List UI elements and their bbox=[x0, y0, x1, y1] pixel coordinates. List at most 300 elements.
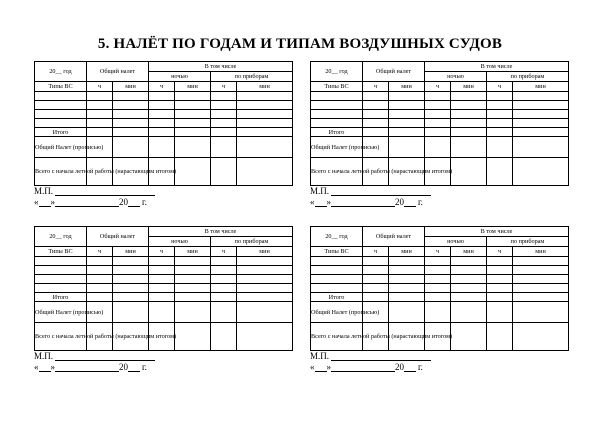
summary-label-cell bbox=[35, 158, 177, 186]
hours-label: ч bbox=[97, 248, 102, 255]
data-cell bbox=[389, 92, 425, 101]
month-blank bbox=[55, 363, 119, 372]
in-that-header-cell bbox=[425, 227, 569, 237]
minutes-label: мин bbox=[535, 83, 546, 90]
night-label: ночью bbox=[447, 73, 464, 80]
hours-label: ч bbox=[435, 83, 440, 90]
data-cell bbox=[113, 92, 149, 101]
data-cell bbox=[237, 302, 293, 323]
table-block-bottom-right bbox=[310, 226, 568, 351]
data-cell bbox=[175, 110, 211, 119]
year-suffix: г. bbox=[418, 362, 423, 372]
hours-header-cell bbox=[149, 82, 175, 92]
data-cell bbox=[363, 284, 389, 293]
instruments-label: по приборам bbox=[510, 238, 545, 245]
data-cell bbox=[35, 119, 87, 128]
hours-label: ч bbox=[435, 248, 440, 255]
data-cell bbox=[87, 257, 113, 266]
table-block-bottom-left bbox=[34, 226, 292, 351]
data-cell bbox=[389, 275, 425, 284]
night-header-cell bbox=[425, 237, 487, 247]
summary-row bbox=[311, 158, 569, 186]
instruments-header-cell bbox=[211, 237, 293, 247]
year-label: 20__ год bbox=[325, 68, 348, 75]
summary-row bbox=[35, 302, 293, 323]
data-cell bbox=[211, 158, 237, 186]
summary-row bbox=[35, 128, 293, 137]
month-blank bbox=[331, 363, 395, 372]
instruments-header-cell bbox=[211, 72, 293, 82]
data-cell bbox=[487, 266, 513, 275]
data-cell bbox=[113, 266, 149, 275]
table-row bbox=[311, 92, 569, 101]
data-cell bbox=[389, 119, 425, 128]
stamp-line bbox=[310, 186, 431, 196]
month-blank bbox=[55, 198, 119, 207]
night-header-cell bbox=[149, 72, 211, 82]
minutes-header-cell bbox=[113, 247, 149, 257]
data-cell bbox=[513, 101, 569, 110]
minutes-header-cell bbox=[389, 82, 425, 92]
data-cell bbox=[113, 128, 149, 137]
data-cell bbox=[451, 137, 487, 158]
data-cell bbox=[363, 119, 389, 128]
data-cell bbox=[487, 275, 513, 284]
data-cell bbox=[35, 101, 87, 110]
table-row bbox=[35, 119, 293, 128]
data-cell bbox=[487, 257, 513, 266]
summary-label: Общий Налет (прописью) bbox=[311, 308, 380, 316]
stamp-line bbox=[34, 186, 155, 196]
minutes-header-cell bbox=[113, 82, 149, 92]
hours-header-cell bbox=[363, 82, 389, 92]
day-blank bbox=[315, 363, 327, 372]
hours-label: ч bbox=[159, 248, 164, 255]
data-cell bbox=[35, 284, 87, 293]
year-label: 20__ год bbox=[49, 68, 72, 75]
signature-block-top-right bbox=[310, 186, 431, 207]
data-cell bbox=[389, 110, 425, 119]
data-cell bbox=[237, 293, 293, 302]
hours-header-cell bbox=[363, 247, 389, 257]
data-cell bbox=[113, 293, 149, 302]
summary-label: Итого bbox=[328, 128, 345, 136]
data-cell bbox=[211, 302, 237, 323]
total-flight-header-cell bbox=[87, 62, 149, 82]
minutes-header-cell bbox=[175, 247, 211, 257]
data-cell bbox=[363, 128, 389, 137]
summary-label-cell bbox=[35, 323, 177, 351]
open-quote: « bbox=[34, 197, 39, 207]
data-cell bbox=[389, 302, 425, 323]
summary-label: Всего с начала летной работы (нарастающим итогом) bbox=[311, 333, 453, 340]
data-cell bbox=[451, 257, 487, 266]
mp-label: М.П. bbox=[310, 186, 330, 196]
total-flight-label: Общий налет bbox=[375, 68, 412, 75]
data-cell bbox=[211, 119, 237, 128]
data-cell bbox=[513, 110, 569, 119]
year-label: 20__ год bbox=[49, 233, 72, 240]
data-cell bbox=[311, 284, 363, 293]
minutes-label: мин bbox=[463, 248, 474, 255]
in-that-label: В том числе bbox=[480, 63, 513, 70]
types-header-cell bbox=[311, 82, 363, 92]
data-cell bbox=[363, 266, 389, 275]
data-cell bbox=[237, 137, 293, 158]
in-that-header-cell bbox=[425, 62, 569, 72]
date-line bbox=[34, 197, 155, 207]
data-cell bbox=[487, 137, 513, 158]
data-cell bbox=[113, 257, 149, 266]
data-cell bbox=[35, 275, 87, 284]
data-cell bbox=[175, 302, 211, 323]
data-cell bbox=[175, 284, 211, 293]
table-row bbox=[311, 110, 569, 119]
signature-block-bottom-right bbox=[310, 351, 431, 372]
data-cell bbox=[175, 128, 211, 137]
types-label: Типы ВС bbox=[324, 248, 349, 255]
data-cell bbox=[487, 158, 513, 186]
year-header-cell bbox=[311, 62, 363, 82]
table-row bbox=[311, 119, 569, 128]
year-blank bbox=[404, 363, 416, 372]
total-flight-header-cell bbox=[87, 227, 149, 247]
data-cell bbox=[87, 128, 113, 137]
data-cell bbox=[311, 275, 363, 284]
summary-row bbox=[311, 323, 569, 351]
types-label: Типы ВС bbox=[48, 83, 73, 90]
summary-row bbox=[311, 293, 569, 302]
signature-line bbox=[55, 352, 155, 361]
summary-label-cell bbox=[311, 137, 380, 158]
date-line bbox=[34, 362, 155, 372]
data-cell bbox=[363, 293, 389, 302]
close-quote: » bbox=[326, 197, 331, 207]
table-block-top-left bbox=[34, 61, 292, 186]
data-cell bbox=[87, 293, 113, 302]
data-cell bbox=[175, 266, 211, 275]
data-cell bbox=[389, 257, 425, 266]
data-cell bbox=[363, 110, 389, 119]
mp-label: М.П. bbox=[34, 186, 54, 196]
data-cell bbox=[451, 266, 487, 275]
data-cell bbox=[513, 302, 569, 323]
summary-row bbox=[35, 137, 293, 158]
minutes-label: мин bbox=[259, 83, 270, 90]
hours-label: ч bbox=[373, 83, 378, 90]
data-cell bbox=[211, 293, 237, 302]
data-cell bbox=[311, 119, 363, 128]
data-cell bbox=[237, 323, 293, 351]
data-cell bbox=[35, 110, 87, 119]
data-cell bbox=[149, 302, 175, 323]
data-cell bbox=[211, 257, 237, 266]
data-cell bbox=[363, 275, 389, 284]
minutes-header-cell bbox=[237, 82, 293, 92]
data-cell bbox=[451, 119, 487, 128]
summary-label: Всего с начала летной работы (нарастающим итогом) bbox=[35, 333, 177, 340]
data-cell bbox=[487, 101, 513, 110]
data-cell bbox=[35, 92, 87, 101]
table-row bbox=[311, 257, 569, 266]
hours-header-cell bbox=[487, 82, 513, 92]
data-cell bbox=[237, 284, 293, 293]
summary-label: Общий Налет (прописью) bbox=[311, 143, 380, 151]
data-cell bbox=[237, 257, 293, 266]
table-row bbox=[311, 284, 569, 293]
data-cell bbox=[237, 119, 293, 128]
flight-hours-table bbox=[310, 61, 569, 186]
minutes-header-cell bbox=[451, 247, 487, 257]
flight-hours-table bbox=[34, 226, 293, 351]
data-cell bbox=[425, 275, 451, 284]
data-cell bbox=[149, 284, 175, 293]
summary-label: Общий Налет (прописью) bbox=[35, 143, 104, 151]
data-cell bbox=[149, 110, 175, 119]
data-cell bbox=[113, 119, 149, 128]
data-cell bbox=[175, 158, 211, 186]
night-label: ночью bbox=[171, 73, 188, 80]
data-cell bbox=[237, 110, 293, 119]
flight-hours-table bbox=[310, 226, 569, 351]
year-suffix: г. bbox=[142, 362, 147, 372]
data-cell bbox=[487, 302, 513, 323]
minutes-label: мин bbox=[187, 83, 198, 90]
in-that-header-cell bbox=[149, 62, 293, 72]
minutes-label: мин bbox=[187, 248, 198, 255]
month-blank bbox=[331, 198, 395, 207]
data-cell bbox=[451, 158, 487, 186]
summary-label-cell bbox=[35, 137, 104, 158]
data-cell bbox=[175, 119, 211, 128]
data-cell bbox=[175, 257, 211, 266]
data-cell bbox=[149, 257, 175, 266]
summary-row bbox=[311, 302, 569, 323]
data-cell bbox=[389, 101, 425, 110]
hours-header-cell bbox=[149, 247, 175, 257]
minutes-label: мин bbox=[401, 248, 412, 255]
summary-row bbox=[311, 128, 569, 137]
hours-label: ч bbox=[497, 83, 502, 90]
total-flight-label: Общий налет bbox=[99, 68, 136, 75]
total-flight-label: Общий налет bbox=[375, 233, 412, 240]
total-flight-header-cell bbox=[363, 62, 425, 82]
hours-label: ч bbox=[497, 248, 502, 255]
night-header-cell bbox=[425, 72, 487, 82]
hours-header-cell bbox=[425, 82, 451, 92]
data-cell bbox=[87, 110, 113, 119]
data-cell bbox=[451, 323, 487, 351]
minutes-header-cell bbox=[175, 82, 211, 92]
minutes-header-cell bbox=[237, 247, 293, 257]
summary-row bbox=[311, 137, 569, 158]
data-cell bbox=[113, 275, 149, 284]
summary-row bbox=[35, 158, 293, 186]
night-header-cell bbox=[149, 237, 211, 247]
instruments-header-cell bbox=[487, 237, 569, 247]
year-blank bbox=[128, 198, 140, 207]
table-block-top-right bbox=[310, 61, 568, 186]
signature-line bbox=[331, 352, 431, 361]
signature-block-top-left bbox=[34, 186, 155, 207]
data-cell bbox=[175, 101, 211, 110]
hours-header-cell bbox=[425, 247, 451, 257]
data-cell bbox=[113, 137, 149, 158]
types-header-cell bbox=[35, 247, 87, 257]
in-that-label: В том числе bbox=[480, 228, 513, 235]
summary-label: Итого bbox=[328, 293, 345, 301]
instruments-label: по приборам bbox=[510, 73, 545, 80]
year-prefix: 20 bbox=[395, 197, 404, 207]
data-cell bbox=[513, 323, 569, 351]
page-title: 5. НАЛЁТ ПО ГОДАМ И ТИПАМ ВОЗДУШНЫХ СУДОВ bbox=[97, 36, 503, 52]
total-flight-label: Общий налет bbox=[99, 233, 136, 240]
summary-label-cell bbox=[311, 302, 380, 323]
data-cell bbox=[237, 158, 293, 186]
data-cell bbox=[211, 284, 237, 293]
data-cell bbox=[87, 275, 113, 284]
data-cell bbox=[451, 284, 487, 293]
data-cell bbox=[175, 137, 211, 158]
in-that-header-cell bbox=[149, 227, 293, 237]
data-cell bbox=[487, 92, 513, 101]
close-quote: » bbox=[50, 197, 55, 207]
data-cell bbox=[425, 110, 451, 119]
stamp-line bbox=[34, 351, 155, 361]
data-cell bbox=[175, 275, 211, 284]
data-cell bbox=[487, 128, 513, 137]
minutes-label: мин bbox=[535, 248, 546, 255]
data-cell bbox=[451, 302, 487, 323]
data-cell bbox=[451, 92, 487, 101]
data-cell bbox=[149, 101, 175, 110]
data-cell bbox=[389, 293, 425, 302]
in-that-label: В том числе bbox=[204, 228, 237, 235]
year-suffix: г. bbox=[142, 197, 147, 207]
hours-label: ч bbox=[159, 83, 164, 90]
data-cell bbox=[87, 119, 113, 128]
data-cell bbox=[311, 257, 363, 266]
data-cell bbox=[487, 293, 513, 302]
hours-header-cell bbox=[487, 247, 513, 257]
minutes-label: мин bbox=[463, 83, 474, 90]
minutes-header-cell bbox=[451, 82, 487, 92]
year-header-cell bbox=[35, 62, 87, 82]
data-cell bbox=[237, 128, 293, 137]
year-prefix: 20 bbox=[119, 197, 128, 207]
summary-label: Всего с начала летной работы (нарастающим итогом) bbox=[35, 168, 177, 175]
close-quote: » bbox=[50, 362, 55, 372]
data-cell bbox=[425, 266, 451, 275]
data-cell bbox=[149, 266, 175, 275]
table-row bbox=[35, 275, 293, 284]
data-cell bbox=[237, 266, 293, 275]
types-header-cell bbox=[311, 247, 363, 257]
year-prefix: 20 bbox=[119, 362, 128, 372]
day-blank bbox=[39, 198, 51, 207]
table-row bbox=[35, 266, 293, 275]
summary-label-cell bbox=[311, 293, 363, 302]
minutes-label: мин bbox=[125, 248, 136, 255]
data-cell bbox=[149, 275, 175, 284]
data-cell bbox=[363, 92, 389, 101]
table-row bbox=[35, 284, 293, 293]
data-cell bbox=[487, 119, 513, 128]
data-cell bbox=[113, 110, 149, 119]
data-cell bbox=[113, 101, 149, 110]
data-cell bbox=[451, 275, 487, 284]
summary-label: Всего с начала летной работы (нарастающим итогом) bbox=[311, 168, 453, 175]
data-cell bbox=[487, 110, 513, 119]
data-cell bbox=[311, 92, 363, 101]
data-cell bbox=[425, 101, 451, 110]
summary-label-cell bbox=[311, 128, 363, 137]
data-cell bbox=[87, 101, 113, 110]
mp-label: М.П. bbox=[310, 351, 330, 361]
data-cell bbox=[389, 266, 425, 275]
types-label: Типы ВС bbox=[324, 83, 349, 90]
data-cell bbox=[237, 92, 293, 101]
data-cell bbox=[149, 92, 175, 101]
table-row bbox=[311, 101, 569, 110]
day-blank bbox=[39, 363, 51, 372]
minutes-label: мин bbox=[259, 248, 270, 255]
data-cell bbox=[425, 302, 451, 323]
data-cell bbox=[363, 101, 389, 110]
data-cell bbox=[113, 284, 149, 293]
data-cell bbox=[425, 293, 451, 302]
data-cell bbox=[149, 137, 175, 158]
summary-label: Итого bbox=[52, 293, 69, 301]
data-cell bbox=[149, 119, 175, 128]
data-cell bbox=[513, 275, 569, 284]
data-cell bbox=[513, 293, 569, 302]
table-row bbox=[35, 257, 293, 266]
data-cell bbox=[513, 119, 569, 128]
data-cell bbox=[211, 323, 237, 351]
hours-label: ч bbox=[97, 83, 102, 90]
data-cell bbox=[389, 284, 425, 293]
signature-line bbox=[55, 187, 155, 196]
data-cell bbox=[513, 92, 569, 101]
data-cell bbox=[211, 275, 237, 284]
data-cell bbox=[311, 101, 363, 110]
open-quote: « bbox=[310, 362, 315, 372]
table-row bbox=[35, 92, 293, 101]
instruments-label: по приборам bbox=[234, 73, 269, 80]
data-cell bbox=[363, 257, 389, 266]
summary-label-cell bbox=[35, 302, 104, 323]
hours-label: ч bbox=[373, 248, 378, 255]
night-label: ночью bbox=[447, 238, 464, 245]
data-cell bbox=[425, 137, 451, 158]
data-cell bbox=[87, 92, 113, 101]
summary-label: Итого bbox=[52, 128, 69, 136]
year-blank bbox=[128, 363, 140, 372]
data-cell bbox=[451, 293, 487, 302]
data-cell bbox=[425, 92, 451, 101]
data-cell bbox=[425, 257, 451, 266]
hours-header-cell bbox=[87, 82, 113, 92]
open-quote: « bbox=[310, 197, 315, 207]
data-cell bbox=[211, 137, 237, 158]
data-cell bbox=[311, 110, 363, 119]
summary-label-cell bbox=[311, 323, 453, 351]
summary-row bbox=[35, 323, 293, 351]
data-cell bbox=[211, 266, 237, 275]
day-blank bbox=[315, 198, 327, 207]
summary-row bbox=[35, 293, 293, 302]
